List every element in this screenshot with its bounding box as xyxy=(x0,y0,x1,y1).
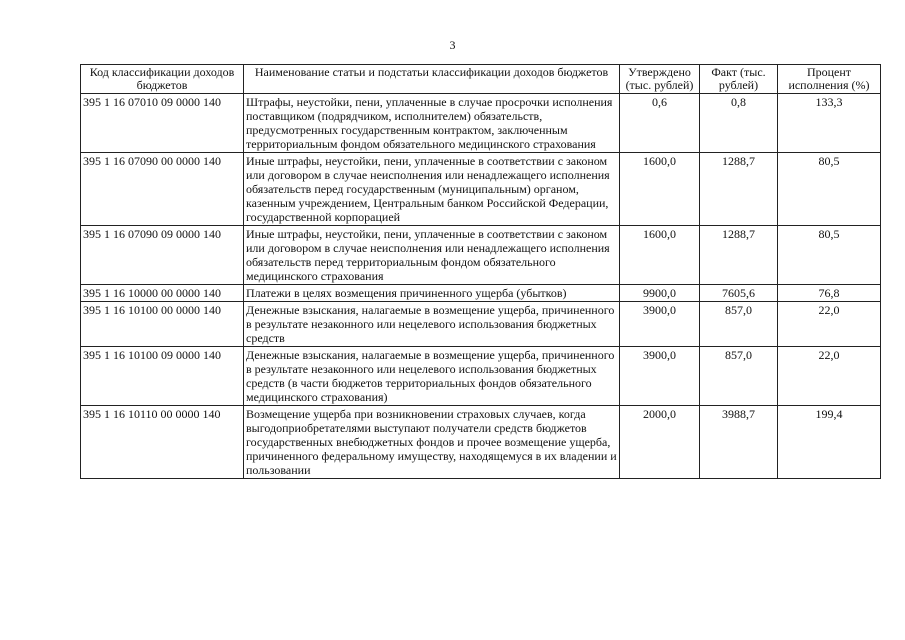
percent-cell: 76,8 xyxy=(778,285,881,302)
table-row xyxy=(81,153,881,226)
fact-cell: 1288,7 xyxy=(700,226,778,285)
percent-cell: 133,3 xyxy=(778,94,881,153)
page-number: 3 xyxy=(449,38,456,52)
fact-cell: 1288,7 xyxy=(700,153,778,226)
code-cell: 395 1 16 10110 00 0000 140 xyxy=(81,406,244,479)
approved-cell: 3900,0 xyxy=(620,347,700,406)
header-code: Код классификации доходов бюджетов xyxy=(81,65,244,94)
header-name: Наименование статьи и подстатьи классификации доходов бюджетов xyxy=(244,65,620,94)
code-cell: 395 1 16 10000 00 0000 140 xyxy=(81,285,244,302)
fact-cell: 3988,7 xyxy=(700,406,778,479)
header-fact: Факт (тыс. рублей) xyxy=(700,65,778,94)
name-cell: Платежи в целях возмещения причиненного ущерба (убытков) xyxy=(244,285,620,302)
approved-cell: 1600,0 xyxy=(620,226,700,285)
name-cell: Денежные взыскания, налагаемые в возмещение ущерба, причиненного в результате незаконного или нецелевого использования бюджетных средств xyxy=(244,302,620,347)
percent-cell: 199,4 xyxy=(778,406,881,479)
table-row xyxy=(81,347,881,406)
fact-cell: 857,0 xyxy=(700,347,778,406)
fact-cell: 0,8 xyxy=(700,94,778,153)
name-cell: Денежные взыскания, налагаемые в возмещение ущерба, причиненного в результате незаконного или нецелевого использования бюджетных средств (в части бюджетов территориальных фондов обязательного медицинского страхования) xyxy=(244,347,620,406)
header-percent: Процент исполнения (%) xyxy=(778,65,881,94)
name-cell: Иные штрафы, неустойки, пени, уплаченные в соответствии с законом или договором в случае неисполнения или ненадлежащего исполнения обязательств перед территориальным фондом обязательного медицинского страхования xyxy=(244,226,620,285)
fact-cell: 857,0 xyxy=(700,302,778,347)
table-row xyxy=(81,226,881,285)
approved-cell: 9900,0 xyxy=(620,285,700,302)
percent-cell: 22,0 xyxy=(778,302,881,347)
percent-cell: 80,5 xyxy=(778,153,881,226)
table-row xyxy=(81,302,881,347)
percent-cell: 80,5 xyxy=(778,226,881,285)
name-cell: Возмещение ущерба при возникновении страховых случаев, когда выгодоприобретателями выступают получатели средств бюджетов государственных внебюджетных фондов и прочее возмещение ущерба, причиненного федеральному имуществу, находящемуся в их владении и пользовании xyxy=(244,406,620,479)
code-cell: 395 1 16 10100 09 0000 140 xyxy=(81,347,244,406)
table-header-row xyxy=(81,65,881,94)
budget-revenue-table xyxy=(80,64,881,479)
approved-cell: 0,6 xyxy=(620,94,700,153)
code-cell: 395 1 16 07010 09 0000 140 xyxy=(81,94,244,153)
table-row xyxy=(81,94,881,153)
table-row xyxy=(81,406,881,479)
percent-cell: 22,0 xyxy=(778,347,881,406)
approved-cell: 1600,0 xyxy=(620,153,700,226)
code-cell: 395 1 16 10100 00 0000 140 xyxy=(81,302,244,347)
table-row xyxy=(81,285,881,302)
code-cell: 395 1 16 07090 09 0000 140 xyxy=(81,226,244,285)
header-approved: Утверждено (тыс. рублей) xyxy=(620,65,700,94)
code-cell: 395 1 16 07090 00 0000 140 xyxy=(81,153,244,226)
approved-cell: 3900,0 xyxy=(620,302,700,347)
fact-cell: 7605,6 xyxy=(700,285,778,302)
name-cell: Иные штрафы, неустойки, пени, уплаченные в соответствии с законом или договором в случае неисполнения или ненадлежащего исполнения обязательств перед государственным (муниципальным) органом, казенным учреждением, Центральным банком Российской Федерации, государственной корпорацией xyxy=(244,153,620,226)
name-cell: Штрафы, неустойки, пени, уплаченные в случае просрочки исполнения поставщиком (подрядчиком, исполнителем) обязательств, предусмотренных государственным контрактом, заключенным территориальным фондом обязательного медицинского страхования xyxy=(244,94,620,153)
approved-cell: 2000,0 xyxy=(620,406,700,479)
